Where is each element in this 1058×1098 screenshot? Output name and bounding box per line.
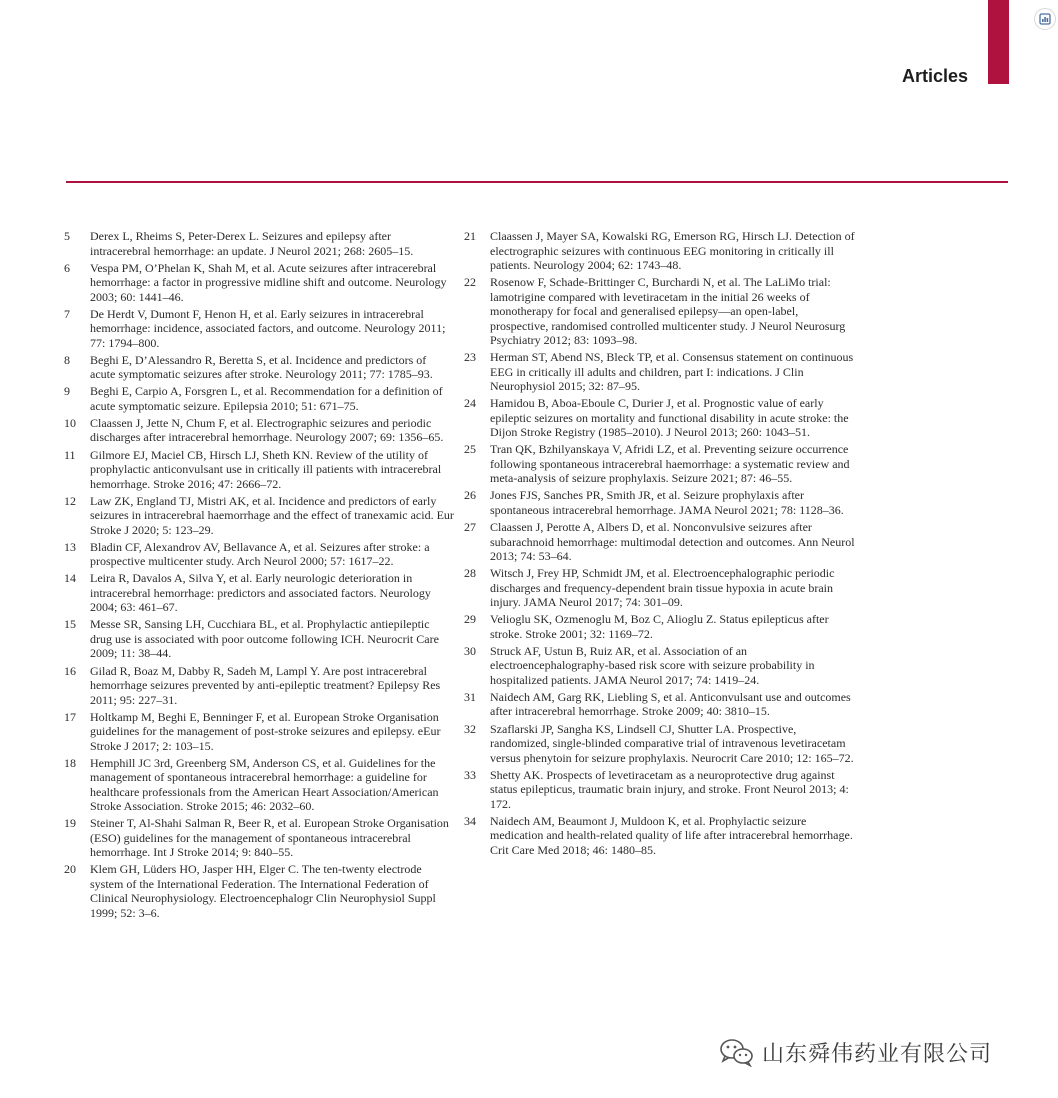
watermark-text: 山东舜伟药业有限公司 bbox=[762, 1041, 993, 1067]
reference-text: Leira R, Davalos A, Silva Y, et al. Early neurologic deterioration in intracerebral hemorrhage: predictors and associated factors. Neurology 2004; 63: 461–67. bbox=[90, 571, 431, 615]
reference-text: Messe SR, Sansing LH, Cucchiara BL, et al. Prophylactic antiepileptic drug use is associated with poor outcome following ICH. Neurocrit Care 2009; 11: 38–44. bbox=[90, 617, 439, 661]
reference-item bbox=[464, 644, 856, 688]
reference-number: 30 bbox=[464, 643, 476, 658]
reference-item bbox=[64, 307, 454, 351]
reference-number: 5 bbox=[64, 229, 70, 243]
reference-number: 23 bbox=[464, 350, 476, 365]
reference-text: Struck AF, Ustun B, Ruiz AR, et al. Association of an electroencephalography-based risk score with seizure probability in hospitalized patients. JAMA Neurol 2017; 74: 1419–24. bbox=[490, 643, 815, 687]
reference-number: 24 bbox=[464, 396, 476, 411]
reference-text: Law ZK, England TJ, Mistri AK, et al. Incidence and predictors of early seizures in intracerebral haemorrhage and the effect of tranexamic acid. Eur Stroke J 2020; 5: 123–29. bbox=[90, 493, 454, 537]
reference-text: Beghi E, D’Alessandro R, Beretta S, et al. Incidence and predictors of acute symptomatic seizures after stroke. Neurology 2011; 77: 1785–93. bbox=[90, 352, 433, 382]
reference-text: Witsch J, Frey HP, Schmidt JM, et al. Electroencephalographic periodic discharges and frequency-dependent brain tissue hypoxia in acute brain injury. JAMA Neurol 2017; 74: 301–09. bbox=[490, 566, 835, 610]
section-color-tab bbox=[988, 0, 1009, 84]
reference-item bbox=[64, 229, 454, 258]
reference-text: Shetty AK. Prospects of levetiracetam as a neuroprotective drug against status epilepticus, traumatic brain injury, and stroke. Front Neurol 2013; 4: 172. bbox=[490, 767, 849, 811]
reference-text: Hamidou B, Aboa-Eboule C, Durier J, et al. Prognostic value of early epileptic seizures on mortality and functional disability in acute stroke: the Dijon Stroke Registry (1985–2010). J Neurol 2013; 260: 1043–51. bbox=[490, 396, 849, 440]
reference-number: 27 bbox=[464, 520, 476, 535]
reference-text: Gilmore EJ, Maciel CB, Hirsch LJ, Sheth KN. Review of the utility of prophylactic anticonvulsant use in critically ill patients with intracerebral hemorrhage. Stroke 2016; 47: 2666–72. bbox=[90, 447, 442, 491]
watermark bbox=[718, 1034, 992, 1070]
reference-number: 14 bbox=[64, 571, 76, 586]
reference-text: Szaflarski JP, Sangha KS, Lindsell CJ, Shutter LA. Prospective, randomized, single-blinded comparative trial of intravenous levetiracetam versus phenytoin for seizure prophylaxis. Neurocrit Care 2010; 12: 165–72. bbox=[490, 721, 854, 765]
reference-text: Hemphill JC 3rd, Greenberg SM, Anderson CS, et al. Guidelines for the management of spontaneous intracerebral hemorrhage: a guideline for healthcare professionals from the American Heart Association/American Stroke Association. Stroke 2015; 46: 2032–60. bbox=[90, 755, 439, 814]
reference-text: Velioglu SK, Ozmenoglu M, Boz C, Alioglu Z. Status epilepticus after stroke. Stroke 2001; 32: 1169–72. bbox=[490, 612, 829, 641]
header-rule bbox=[66, 181, 1008, 183]
reference-text: Jones FJS, Sanches PR, Smith JR, et al. Seizure prophylaxis after spontaneous intracerebral hemorrhage. JAMA Neurol 2021; 78: 1128–36. bbox=[490, 488, 844, 517]
reference-number: 15 bbox=[64, 617, 76, 632]
reference-item bbox=[64, 384, 454, 413]
reference-number: 22 bbox=[464, 275, 476, 290]
reference-number: 19 bbox=[64, 816, 76, 831]
reference-text: Herman ST, Abend NS, Bleck TP, et al. Consensus statement on continuous EEG in critically ill adults and children, part I: indications. J Clin Neurophysiol 2015; 32: 87–95. bbox=[490, 350, 854, 394]
reference-item bbox=[464, 690, 856, 719]
reference-item bbox=[64, 710, 454, 754]
reference-text: Naidech AM, Garg RK, Liebling S, et al. Anticonvulsant use and outcomes after intracerebral hemorrhage. Stroke 2009; 40: 3810–15. bbox=[490, 689, 851, 719]
reference-item bbox=[464, 520, 856, 564]
reference-item bbox=[64, 756, 454, 814]
reference-number: 18 bbox=[64, 755, 76, 770]
reference-item bbox=[64, 448, 454, 492]
reference-number: 11 bbox=[64, 447, 76, 462]
reference-item bbox=[64, 261, 454, 305]
reference-number: 20 bbox=[64, 862, 76, 877]
reference-item bbox=[64, 353, 454, 382]
reference-text: Steiner T, Al-Shahi Salman R, Beer R, et al. European Stroke Organisation (ESO) guidelines for the management of spontaneous intracerebral hemorrhage. Int J Stroke 2014; 9: 840–55. bbox=[90, 816, 449, 860]
reference-text: Gilad R, Boaz M, Dabby R, Sadeh M, Lampl Y. Are post intracerebral hemorrhage seizures prevented by anti-epileptic treatment? Epilepsy Res 2011; 95: 227–31. bbox=[90, 663, 441, 707]
reference-text: Rosenow F, Schade-Brittinger C, Burchardi N, et al. The LaLiMo trial: lamotrigine compared with levetiracetam in the initial 26 weeks of monotherapy for focal and generalised epilepsy—an open-label, prospective, randomised controlled multicenter study. J Neurol Neurosurg Psychiatry 2012; 83: 1093–98. bbox=[490, 275, 846, 348]
reference-number: 25 bbox=[464, 442, 476, 457]
reference-number: 12 bbox=[64, 493, 76, 508]
reference-number: 17 bbox=[64, 709, 76, 724]
reference-text: Claassen J, Jette N, Chum F, et al. Electrographic seizures and periodic discharges after intracerebral hemorrhage. Neurology 2007; 69: 1356–65. bbox=[90, 415, 444, 445]
reference-text: Bladin CF, Alexandrov AV, Bellavance A, et al. Seizures after stroke: a prospective multicenter study. Arch Neurol 2000; 57: 1617–22. bbox=[90, 539, 430, 569]
reference-item bbox=[64, 664, 454, 708]
reference-item bbox=[464, 442, 856, 486]
reference-item bbox=[464, 488, 856, 517]
reference-number: 7 bbox=[64, 306, 70, 321]
reference-item bbox=[64, 816, 454, 860]
reference-text: Claassen J, Perotte A, Albers D, et al. Nonconvulsive seizures after subarachnoid hemorrhage: multimodal detection and outcomes. Ann Neurol 2013; 74: 53–64. bbox=[490, 520, 855, 564]
reference-number: 34 bbox=[464, 813, 476, 828]
reference-item bbox=[64, 416, 454, 445]
reference-item bbox=[464, 350, 856, 394]
reference-number: 33 bbox=[464, 767, 476, 782]
wechat-icon bbox=[718, 1037, 754, 1067]
reference-text: Tran QK, Bzhilyanskaya V, Afridi LZ, et al. Preventing seizure occurrence following spontaneous intracerebral haemorrhage: a systematic review and meta-analysis of seizure prophylaxis. Seizure 2021; 87: 46–55. bbox=[490, 442, 850, 486]
reference-number: 13 bbox=[64, 539, 76, 554]
section-title: Articles bbox=[901, 66, 968, 86]
reference-number: 29 bbox=[464, 612, 476, 627]
reference-item bbox=[464, 814, 856, 858]
reference-text: Holtkamp M, Beghi E, Benninger F, et al. European Stroke Organisation guidelines for the management of post-stroke seizures and epilepsy. eEur Stroke J 2017; 2: 103–15. bbox=[90, 709, 441, 753]
reference-item bbox=[464, 566, 856, 610]
reference-text: De Herdt V, Dumont F, Henon H, et al. Early seizures in intracerebral hemorrhage: incidence, associated factors, and outcome. Neurology 2011; 77: 1794–800. bbox=[90, 306, 446, 350]
reference-item bbox=[464, 396, 856, 440]
reference-number: 31 bbox=[464, 689, 476, 704]
reference-item bbox=[64, 862, 454, 920]
reference-list-left bbox=[64, 229, 454, 923]
reference-item bbox=[464, 275, 856, 348]
reference-number: 21 bbox=[464, 229, 476, 243]
document-icon[interactable] bbox=[1034, 8, 1056, 30]
reference-item bbox=[464, 722, 856, 766]
reference-item bbox=[464, 612, 856, 641]
reference-text: Claassen J, Mayer SA, Kowalski RG, Emerson RG, Hirsch LJ. Detection of electrographic seizures with continuous EEG monitoring in critically ill patients. Neurology 2004; 62: 1743–48. bbox=[490, 229, 855, 272]
reference-number: 28 bbox=[464, 566, 476, 581]
reference-text: Beghi E, Carpio A, Forsgren L, et al. Recommendation for a definition of acute symptomatic seizure. Epilepsia 2010; 51: 671–75. bbox=[90, 384, 443, 413]
reference-text: Vespa PM, O’Phelan K, Shah M, et al. Acute seizures after intracerebral hemorrhage: a factor in progressive midline shift and outcome. Neurology 2003; 60: 1441–46. bbox=[90, 260, 447, 304]
reference-number: 8 bbox=[64, 352, 70, 367]
reference-item bbox=[464, 768, 856, 812]
reference-number: 9 bbox=[64, 384, 70, 399]
reference-text: Naidech AM, Beaumont J, Muldoon K, et al. Prophylactic seizure medication and health-related quality of life after intracerebral hemorrhage. Crit Care Med 2018; 46: 1480–85. bbox=[490, 813, 853, 857]
reference-number: 16 bbox=[64, 663, 76, 678]
reference-text: Klem GH, Lüders HO, Jasper HH, Elger C. The ten-twenty electrode system of the International Federation. The International Federation of Clinical Neurophysiology. Electroencephalogr Clin Neurophysiol Suppl 1999; 52: 3–6. bbox=[90, 862, 436, 920]
reference-item bbox=[464, 229, 856, 273]
reference-item bbox=[64, 571, 454, 615]
reference-number: 32 bbox=[464, 721, 476, 736]
reference-number: 26 bbox=[464, 488, 476, 503]
reference-item bbox=[64, 540, 454, 569]
reference-item bbox=[64, 617, 454, 661]
reference-item bbox=[64, 494, 454, 538]
reference-list-right bbox=[464, 229, 856, 860]
reference-number: 6 bbox=[64, 260, 70, 275]
reference-text: Derex L, Rheims S, Peter-Derex L. Seizures and epilepsy after intracerebral hemorrhage: an update. J Neurol 2021; 268: 2605–15. bbox=[90, 229, 414, 258]
reference-number: 10 bbox=[64, 415, 76, 430]
